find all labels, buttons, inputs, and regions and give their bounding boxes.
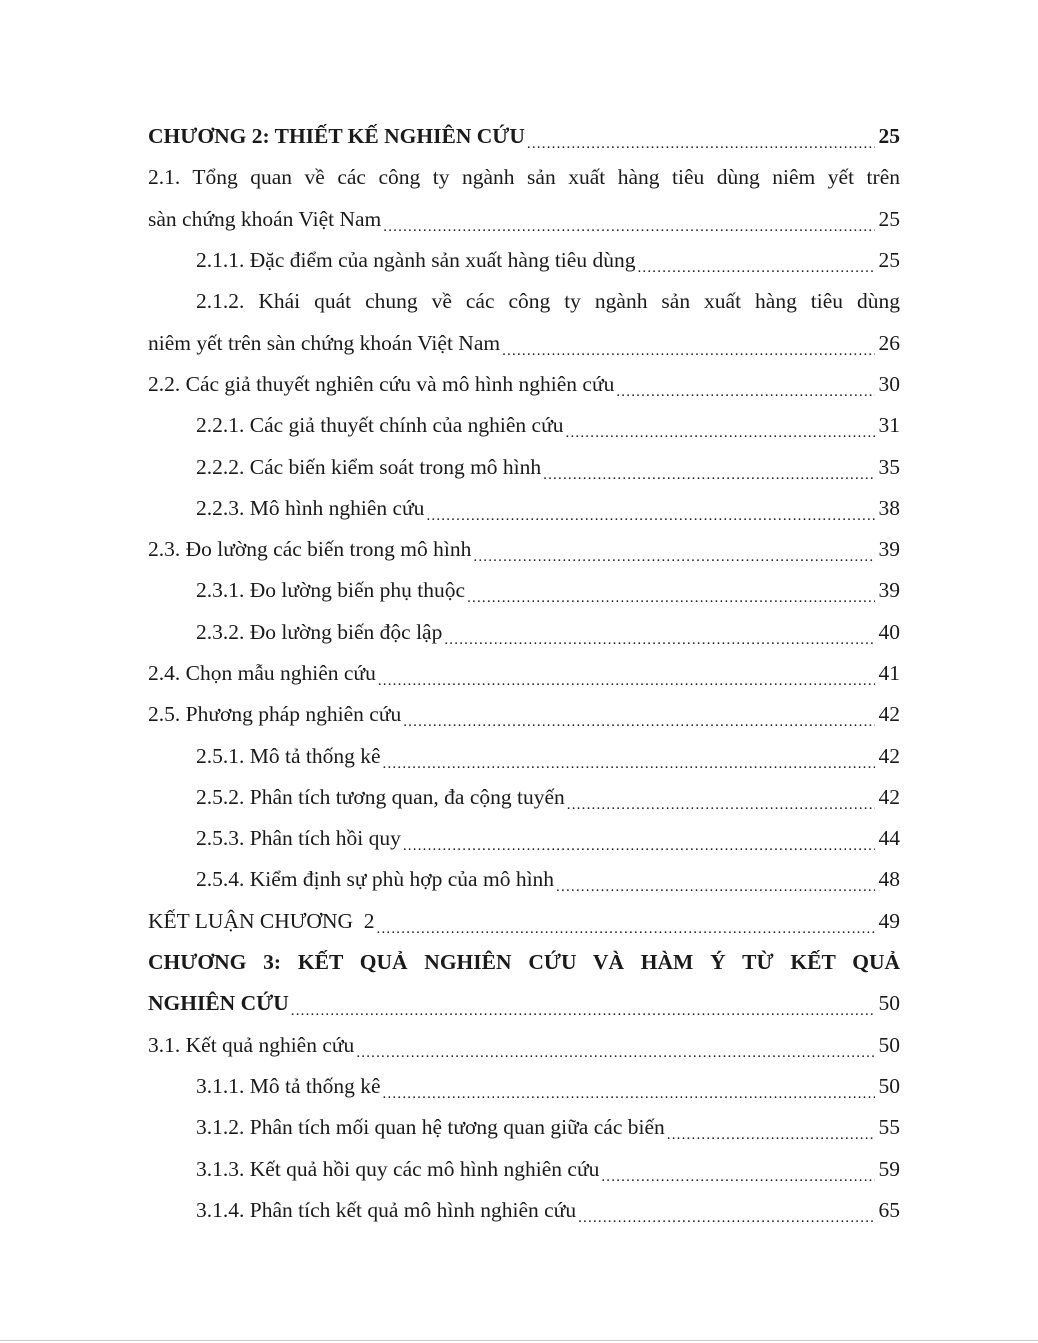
toc-entry-label: 2.1.2. Khái quát chung về các công ty ngành sản xuất hàng tiêu dùng: [196, 289, 900, 314]
toc-entry-page: 25: [878, 124, 900, 149]
toc-entry-label: 3.1.3. Kết quả hồi quy các mô hình nghiên cứu: [196, 1156, 600, 1181]
toc-entry-label: 2.2.3. Mô hình nghiên cứu: [196, 495, 425, 520]
toc-dot-leader: [356, 1038, 874, 1063]
toc-dot-leader: [377, 914, 875, 939]
toc-dot-leader: [502, 336, 874, 361]
toc-entry-label: 2.5. Phương pháp nghiên cứu: [148, 702, 402, 727]
toc-dot-leader: [403, 831, 875, 856]
toc-entry-chapter-2-conclusion: [148, 901, 900, 942]
toc-dot-leader: [543, 460, 874, 485]
toc-entry-chapter-3-first-line: [148, 942, 900, 983]
toc-entry-2-5: [148, 694, 900, 735]
toc-entry-2-2: [148, 364, 900, 405]
toc-dot-leader: [616, 377, 874, 402]
toc-entry-page: 44: [878, 826, 900, 851]
toc-dot-leader: [601, 1162, 874, 1187]
toc-entry-page: 42: [878, 702, 900, 727]
toc-entry-page: 42: [878, 784, 900, 809]
toc-dot-leader: [567, 790, 875, 815]
toc-entry-label: CHƯƠNG 3: KẾT QUẢ NGHIÊN CỨU VÀ HÀM Ý TỪ KẾT QUẢ: [148, 949, 900, 974]
toc-dot-leader: [566, 418, 875, 443]
toc-entry-label: 2.5.4. Kiểm định sự phù hợp của mô hình: [196, 867, 555, 892]
toc-dot-leader: [637, 253, 874, 278]
toc-entry-label: 2.5.3. Phân tích hồi quy: [196, 826, 401, 851]
toc-entry-page: 49: [878, 908, 900, 933]
toc-entry-label: 2.5.1. Mô tả thống kê: [196, 743, 381, 768]
toc-entry-page: 35: [878, 454, 900, 479]
toc-entry-label: 3.1.1. Mô tả thống kê: [196, 1073, 381, 1098]
toc-entry-2-5-4: [148, 859, 900, 900]
toc-entry-page: 30: [878, 371, 900, 396]
toc-dot-leader: [667, 1120, 875, 1145]
toc-entry-chapter-3-second-line: [148, 983, 900, 1024]
toc-entry-3-1-3: [148, 1148, 900, 1189]
toc-entry-2-3-1: [148, 570, 900, 611]
toc-entry-page: 50: [878, 1032, 900, 1057]
toc-dot-leader: [383, 1079, 875, 1104]
table-of-contents: [148, 116, 900, 1231]
toc-entry-2-3-2: [148, 612, 900, 653]
toc-entry-label: niêm yết trên sàn chứng khoán Việt Nam: [148, 330, 501, 355]
toc-entry-2-2-3: [148, 488, 900, 529]
toc-entry-3-1-1: [148, 1066, 900, 1107]
toc-entry-2-5-3: [148, 818, 900, 859]
toc-entry-page: 48: [878, 867, 900, 892]
toc-entry-label: 2.2. Các giả thuyết nghiên cứu và mô hình nghiên cứu: [148, 371, 615, 396]
toc-entry-label: 2.5.2. Phân tích tương quan, đa cộng tuyến: [196, 784, 565, 809]
toc-entry-label: CHƯƠNG 2: THIẾT KẾ NGHIÊN CỨU: [148, 124, 525, 149]
toc-entry-label: NGHIÊN CỨU: [148, 991, 289, 1016]
toc-entry-2-2-2: [148, 446, 900, 487]
toc-entry-2-2-1: [148, 405, 900, 446]
toc-entry-page: 31: [878, 413, 900, 438]
toc-dot-leader: [556, 872, 874, 897]
toc-dot-leader: [444, 625, 874, 650]
toc-dot-leader: [291, 996, 875, 1021]
page-bottom-edge: [0, 1340, 1038, 1341]
toc-entry-2-5-2: [148, 777, 900, 818]
toc-entry-chapter-2: [148, 116, 900, 157]
toc-entry-3-1: [148, 1025, 900, 1066]
toc-entry-2-5-1: [148, 735, 900, 776]
toc-entry-page: 39: [878, 578, 900, 603]
toc-entry-page: 42: [878, 743, 900, 768]
toc-entry-2-3: [148, 529, 900, 570]
toc-entry-label: 3.1.2. Phân tích mối quan hệ tương quan giữa các biến: [196, 1115, 665, 1140]
toc-entry-label: 2.3.1. Đo lường biến phụ thuộc: [196, 578, 466, 603]
toc-dot-leader: [426, 501, 874, 526]
toc-entry-3-1-2: [148, 1107, 900, 1148]
toc-dot-leader: [378, 666, 875, 691]
toc-entry-page: 50: [878, 991, 900, 1016]
toc-entry-page: 39: [878, 537, 900, 562]
toc-entry-2-1-2-second-line: [148, 322, 900, 363]
toc-dot-leader: [383, 212, 874, 237]
toc-entry-page: 59: [878, 1156, 900, 1181]
toc-entry-2-1-2-first-line: [148, 281, 900, 322]
toc-entry-3-1-4: [148, 1190, 900, 1231]
toc-entry-page: 25: [878, 206, 900, 231]
toc-entry-label: 2.1.1. Đặc điểm của ngành sản xuất hàng tiêu dùng: [196, 248, 636, 273]
toc-entry-page: 65: [878, 1197, 900, 1222]
toc-entry-label: 2.3. Đo lường các biến trong mô hình: [148, 537, 472, 562]
toc-entry-page: 40: [878, 619, 900, 644]
toc-entry-label: 2.2.1. Các giả thuyết chính của nghiên cứu: [196, 413, 564, 438]
toc-entry-label: 2.3.2. Đo lường biến độc lập: [196, 619, 443, 644]
toc-entry-label: 2.2.2. Các biến kiểm soát trong mô hình: [196, 454, 542, 479]
toc-entry-2-4: [148, 653, 900, 694]
toc-entry-label: KẾT LUẬN CHƯƠNG 2: [148, 908, 375, 933]
toc-dot-leader: [527, 129, 875, 154]
toc-entry-2-1-second-line: [148, 199, 900, 240]
toc-dot-leader: [473, 542, 874, 567]
toc-entry-page: 55: [878, 1115, 900, 1140]
toc-entry-page: 38: [878, 495, 900, 520]
toc-dot-leader: [578, 1203, 874, 1228]
toc-entry-label: sàn chứng khoán Việt Nam: [148, 206, 382, 231]
toc-dot-leader: [403, 707, 874, 732]
toc-entry-label: 3.1. Kết quả nghiên cứu: [148, 1032, 355, 1057]
toc-entry-page: 41: [878, 661, 900, 685]
toc-entry-page: 25: [878, 248, 900, 273]
toc-entry-label: 3.1.4. Phân tích kết quả mô hình nghiên cứu: [196, 1197, 577, 1222]
toc-entry-page: 50: [878, 1073, 900, 1098]
toc-entry-label: 2.1. Tổng quan về các công ty ngành sản xuất hàng tiêu dùng niêm yết trên: [148, 165, 900, 190]
toc-dot-leader: [383, 749, 875, 774]
toc-entry-label: 2.4. Chọn mẫu nghiên cứu: [148, 661, 376, 685]
toc-entry-2-1-first-line: [148, 157, 900, 198]
toc-entry-page: 26: [878, 330, 900, 355]
toc-dot-leader: [467, 583, 874, 608]
toc-entry-2-1-1: [148, 240, 900, 281]
